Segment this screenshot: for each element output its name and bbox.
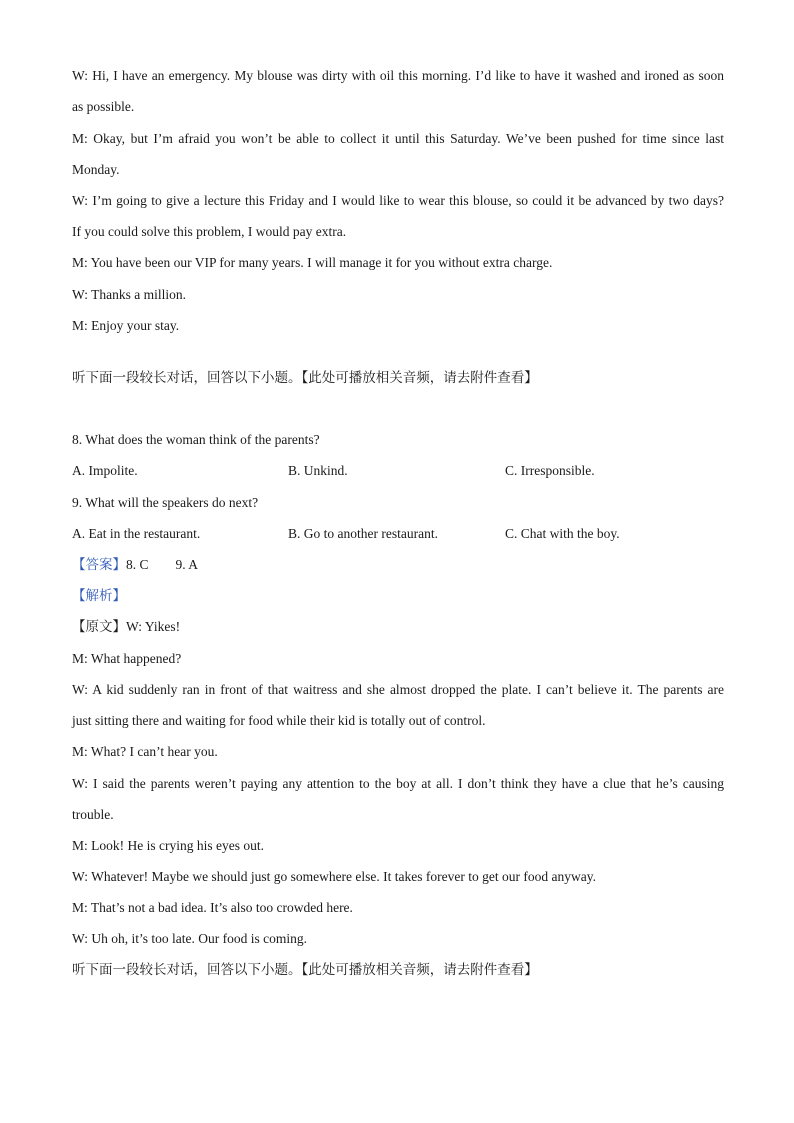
analysis-tag: 【解析】: [72, 588, 126, 604]
dialogue-line: W: I’m going to give a lecture this Friday and I would like to wear this blouse, so could it be advanced by two days?: [72, 193, 724, 208]
question-8: 8. What does the woman think of the parents?: [72, 432, 320, 447]
dialogue-line: If you could solve this problem, I would pay extra.: [72, 224, 347, 239]
dialogue-line: as possible.: [72, 99, 135, 114]
answer-text: 8. C 9. A: [126, 557, 199, 572]
listening-instruction: 听下面一段较长对话，回答以下小题。【此处可播放相关音频，请去附件查看】: [72, 962, 538, 978]
transcript-line: W: A kid suddenly ran in front of that waitress and she almost dropped the plate. I can’t believe it. The parents are: [72, 682, 724, 697]
q8-option-c: C. Irresponsible.: [505, 463, 595, 478]
dialogue-line: Monday.: [72, 162, 120, 177]
q8-option-b: B. Unkind.: [288, 463, 348, 478]
q9-option-c: C. Chat with the boy.: [505, 526, 620, 541]
dialogue-line: M: You have been our VIP for many years. I will manage it for you without extra charge.: [72, 255, 553, 270]
q8-option-a: A. Impolite.: [72, 463, 138, 478]
transcript-line: just sitting there and waiting for food while their kid is totally out of control.: [72, 713, 486, 728]
listening-instruction: 听下面一段较长对话，回答以下小题。【此处可播放相关音频，请去附件查看】: [72, 370, 538, 386]
q9-option-a: A. Eat in the restaurant.: [72, 526, 201, 541]
dialogue-line: W: Thanks a million.: [72, 287, 186, 302]
transcript-line: trouble.: [72, 807, 114, 822]
transcript-line: M: That’s not a bad idea. It’s also too crowded here.: [72, 900, 353, 915]
transcript-line: M: Look! He is crying his eyes out.: [72, 838, 264, 853]
transcript-line: M: What happened?: [72, 651, 182, 666]
transcript-text: W: Yikes!: [126, 619, 181, 634]
q9-option-b: B. Go to another restaurant.: [288, 526, 438, 541]
transcript-line: W: Whatever! Maybe we should just go somewhere else. It takes forever to get our food anyway.: [72, 869, 596, 884]
transcript-line: W: Uh oh, it’s too late. Our food is coming.: [72, 931, 307, 946]
answer-tag: 【答案】: [72, 557, 126, 573]
transcript-tag: 【原文】: [72, 619, 126, 635]
answer-line: [72, 556, 724, 574]
dialogue-line: W: Hi, I have an emergency. My blouse was dirty with oil this morning. I’d like to have it washed and ironed as soon: [72, 68, 724, 83]
transcript-line: W: I said the parents weren’t paying any attention to the boy at all. I don’t think they have a clue that he’s causing: [72, 776, 724, 791]
transcript-line: [72, 618, 724, 636]
question-9: 9. What will the speakers do next?: [72, 495, 259, 510]
dialogue-line: M: Enjoy your stay.: [72, 318, 180, 333]
transcript-line: M: What? I can’t hear you.: [72, 744, 218, 759]
dialogue-line: M: Okay, but I’m afraid you won’t be able to collect it until this Saturday. We’ve been pushed for time since last: [72, 131, 724, 146]
